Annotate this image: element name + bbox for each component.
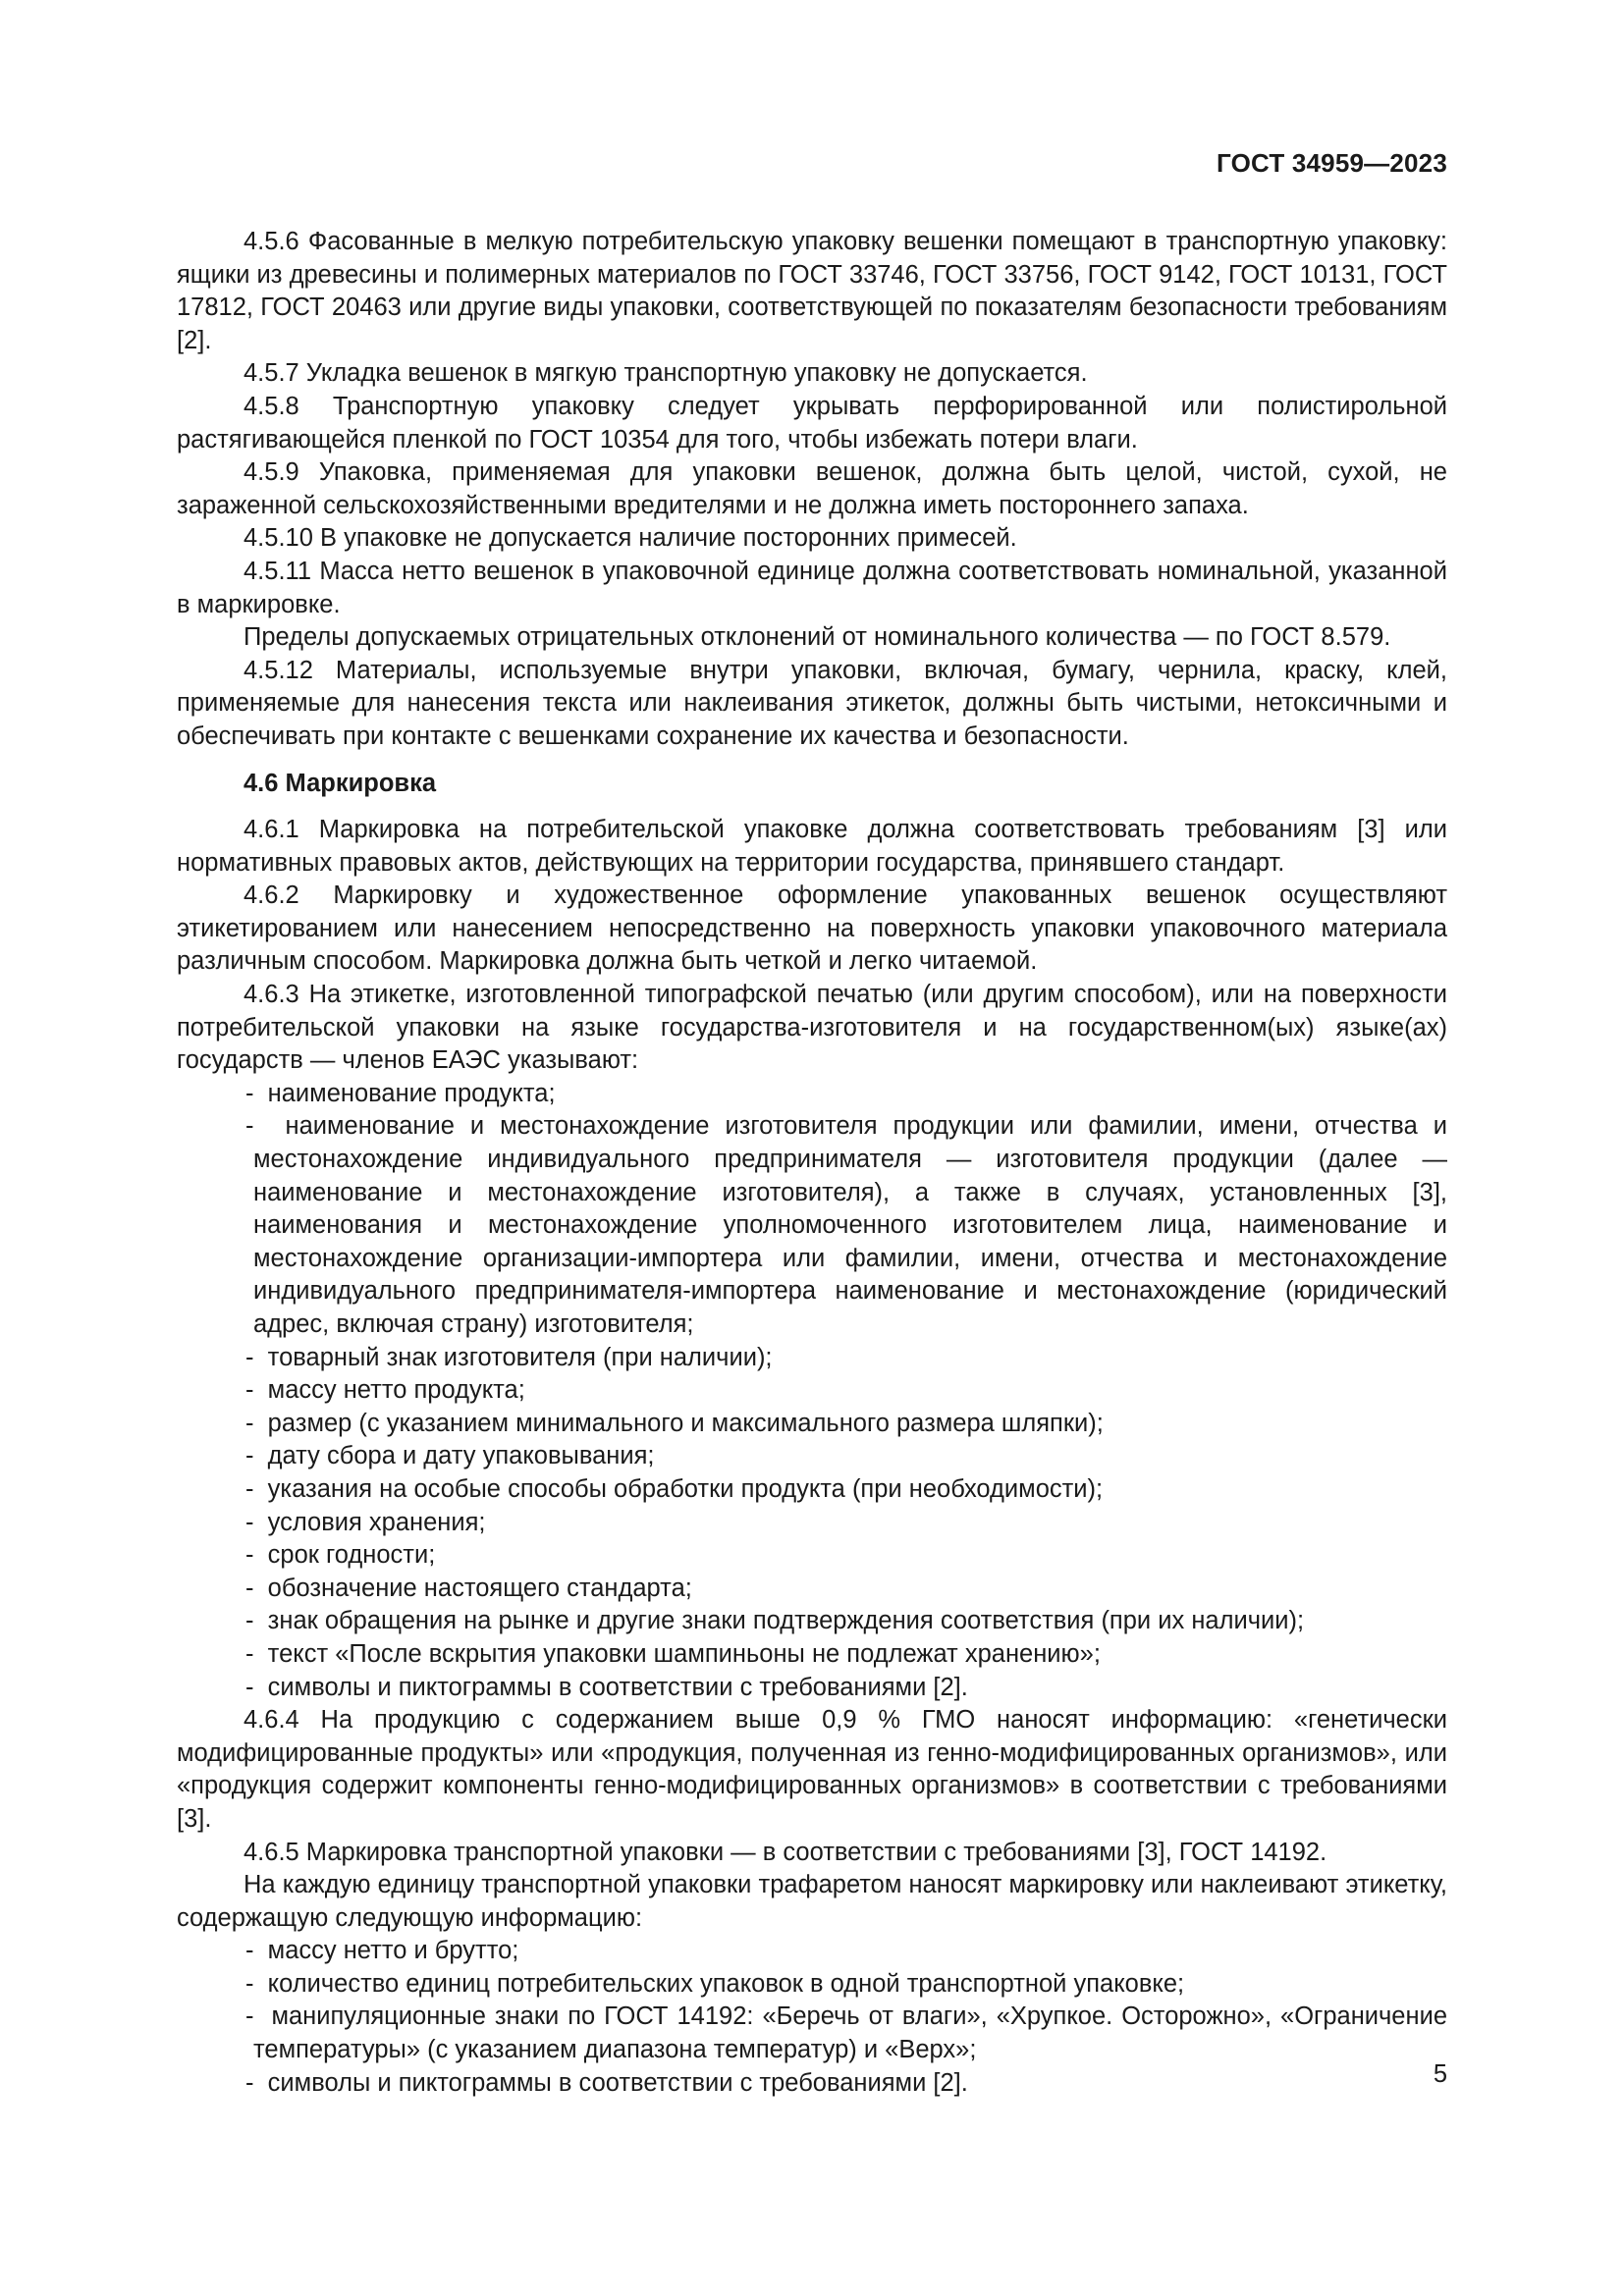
section-title-marking: 4.6 Маркировка	[244, 769, 437, 797]
list-item: - наименование продукта;	[187, 1078, 1447, 1111]
paragraph-4-5-9: 4.5.9 Упаковка, применяемая для упаковки вешенок, должна быть целой, чистой, сухой, не зараженной сельскохозяйственными вредителями и не должна иметь постороннего запаха.	[177, 458, 1447, 519]
list-item: - знак обращения на рынке и другие знаки подтверждения соответствия (при их наличии);	[187, 1605, 1447, 1638]
list-transport-label-info	[177, 1935, 1447, 2100]
paragraph-4-6-2: 4.6.2 Маркировку и художественное оформление упакованных вешенок осуществляют этикетированием или нанесением непосредственно на поверхность упаковки упаковочного материала различным способом. Маркировка должна быть четкой и легко читаемой.	[177, 881, 1447, 976]
list-item: - наименование и местонахождение изготовителя продукции или фамилии, имени, отчества и местонахождение индивидуального предпринимателя — изготовителя продукции (далее — наименование и местонахождение изготовителя), а также в случаях, установленных [3], наименования и местонахождение уполномоченного изготовителем лица, наименование и местонахождение организации-импортера или фамилии, имени, отчества и местонахождение индивидуального предпринимателя-импортера наименование и местонахождение (юридический адрес, включая страну) изготовителя;	[187, 1110, 1447, 1341]
paragraph-4-5-12: 4.5.12 Материалы, используемые внутри упаковки, включая, бумагу, чернила, краску, клей, применяемые для нанесения текста или наклеивания этикеток, должны быть чистыми, нетоксичными и обеспечивать при контакте с вешенками сохранение их качества и безопасности.	[177, 656, 1447, 750]
page-number: 5	[1433, 2060, 1447, 2088]
list-item: - количество единиц потребительских упаковок в одной транспортной упаковке;	[187, 1968, 1447, 2002]
paragraph-transport-marking: На каждую единицу транспортной упаковки трафаретом наносят маркировку или наклеивают этикетку, содержащую следующую информацию:	[177, 1871, 1447, 1932]
list-consumer-label-info	[177, 1078, 1447, 1704]
list-item: - символы и пиктограммы в соответствии с требованиями [2].	[187, 1672, 1447, 1705]
list-item: - условия хранения;	[187, 1507, 1447, 1540]
paragraph-tolerances: Пределы допускаемых отрицательных отклонений от номинального количества — по ГОСТ 8.579.	[244, 623, 1391, 652]
standard-header: ГОСТ 34959—2023	[1217, 148, 1447, 178]
paragraph-4-5-11: 4.5.11 Масса нетто вешенок в упаковочной единице должна соответствовать номинальной, указанной в маркировке.	[177, 557, 1447, 618]
document-body	[177, 226, 1447, 2100]
paragraph-4-6-5: 4.6.5 Маркировка транспортной упаковки — в соответствии с требованиями [3], ГОСТ 14192.	[244, 1838, 1327, 1866]
list-item: - манипуляционные знаки по ГОСТ 14192: «Беречь от влаги», «Хрупкое. Осторожно», «Ограничение температуры» (с указанием диапазона температур) и «Верх»;	[187, 2001, 1447, 2066]
paragraph-4-5-10: 4.5.10 В упаковке не допускается наличие посторонних примесей.	[244, 524, 1017, 553]
paragraph-4-5-6: 4.5.6 Фасованные в мелкую потребительскую упаковку вешенки помещают в транспортную упаковку: ящики из древесины и полимерных материалов по ГОСТ 33746, ГОСТ 33756, ГОСТ 9142, ГОСТ 10131, ГОСТ 17812, ГОСТ 20463 или другие виды упаковки, соответствующей по показателям безопасности требованиям [2].	[177, 228, 1447, 354]
list-item: - массу нетто и брутто;	[187, 1935, 1447, 1968]
paragraph-4-5-7: 4.5.7 Укладка вешенок в мягкую транспортную упаковку не допускается.	[244, 359, 1088, 388]
list-item: - товарный знак изготовителя (при наличии);	[187, 1342, 1447, 1375]
list-item: - указания на особые способы обработки продукта (при необходимости);	[187, 1473, 1447, 1507]
list-item: - размер (с указанием минимального и максимального размера шляпки);	[187, 1408, 1447, 1441]
paragraph-4-6-1: 4.6.1 Маркировка на потребительской упаковке должна соответствовать требованиям [3] или нормативных правовых актов, действующих на территории государства, принявшего стандарт.	[177, 816, 1447, 877]
paragraph-4-6-3: 4.6.3 На этикетке, изготовленной типографской печатью (или другим способом), или на поверхности потребительской упаковки на языке государства-изготовителя и на государственном(ых) языке(ах) государств — членов ЕАЭС указывают:	[177, 981, 1447, 1075]
paragraph-4-5-8: 4.5.8 Транспортную упаковку следует укрывать перфорированной или полистирольной растягивающейся пленкой по ГОСТ 10354 для того, чтобы избежать потери влаги.	[177, 392, 1447, 454]
list-item: - текст «После вскрытия упаковки шампиньоны не подлежат хранению»;	[187, 1638, 1447, 1672]
list-item: - обозначение настоящего стандарта;	[187, 1573, 1447, 1606]
list-item: - дату сбора и дату упаковывания;	[187, 1440, 1447, 1473]
list-item: - символы и пиктограммы в соответствии с требованиями [2].	[187, 2067, 1447, 2101]
paragraph-4-6-4: 4.6.4 На продукцию с содержанием выше 0,9 % ГМО наносят информацию: «генетически модифицированные продукты» или «продукция, полученная из генно-модифицированных организмов», или «продукция содержит компоненты генно-модифицированных организмов» в соответствии с требованиями [3].	[177, 1706, 1447, 1833]
list-item: - массу нетто продукта;	[187, 1374, 1447, 1408]
list-item: - срок годности;	[187, 1539, 1447, 1573]
